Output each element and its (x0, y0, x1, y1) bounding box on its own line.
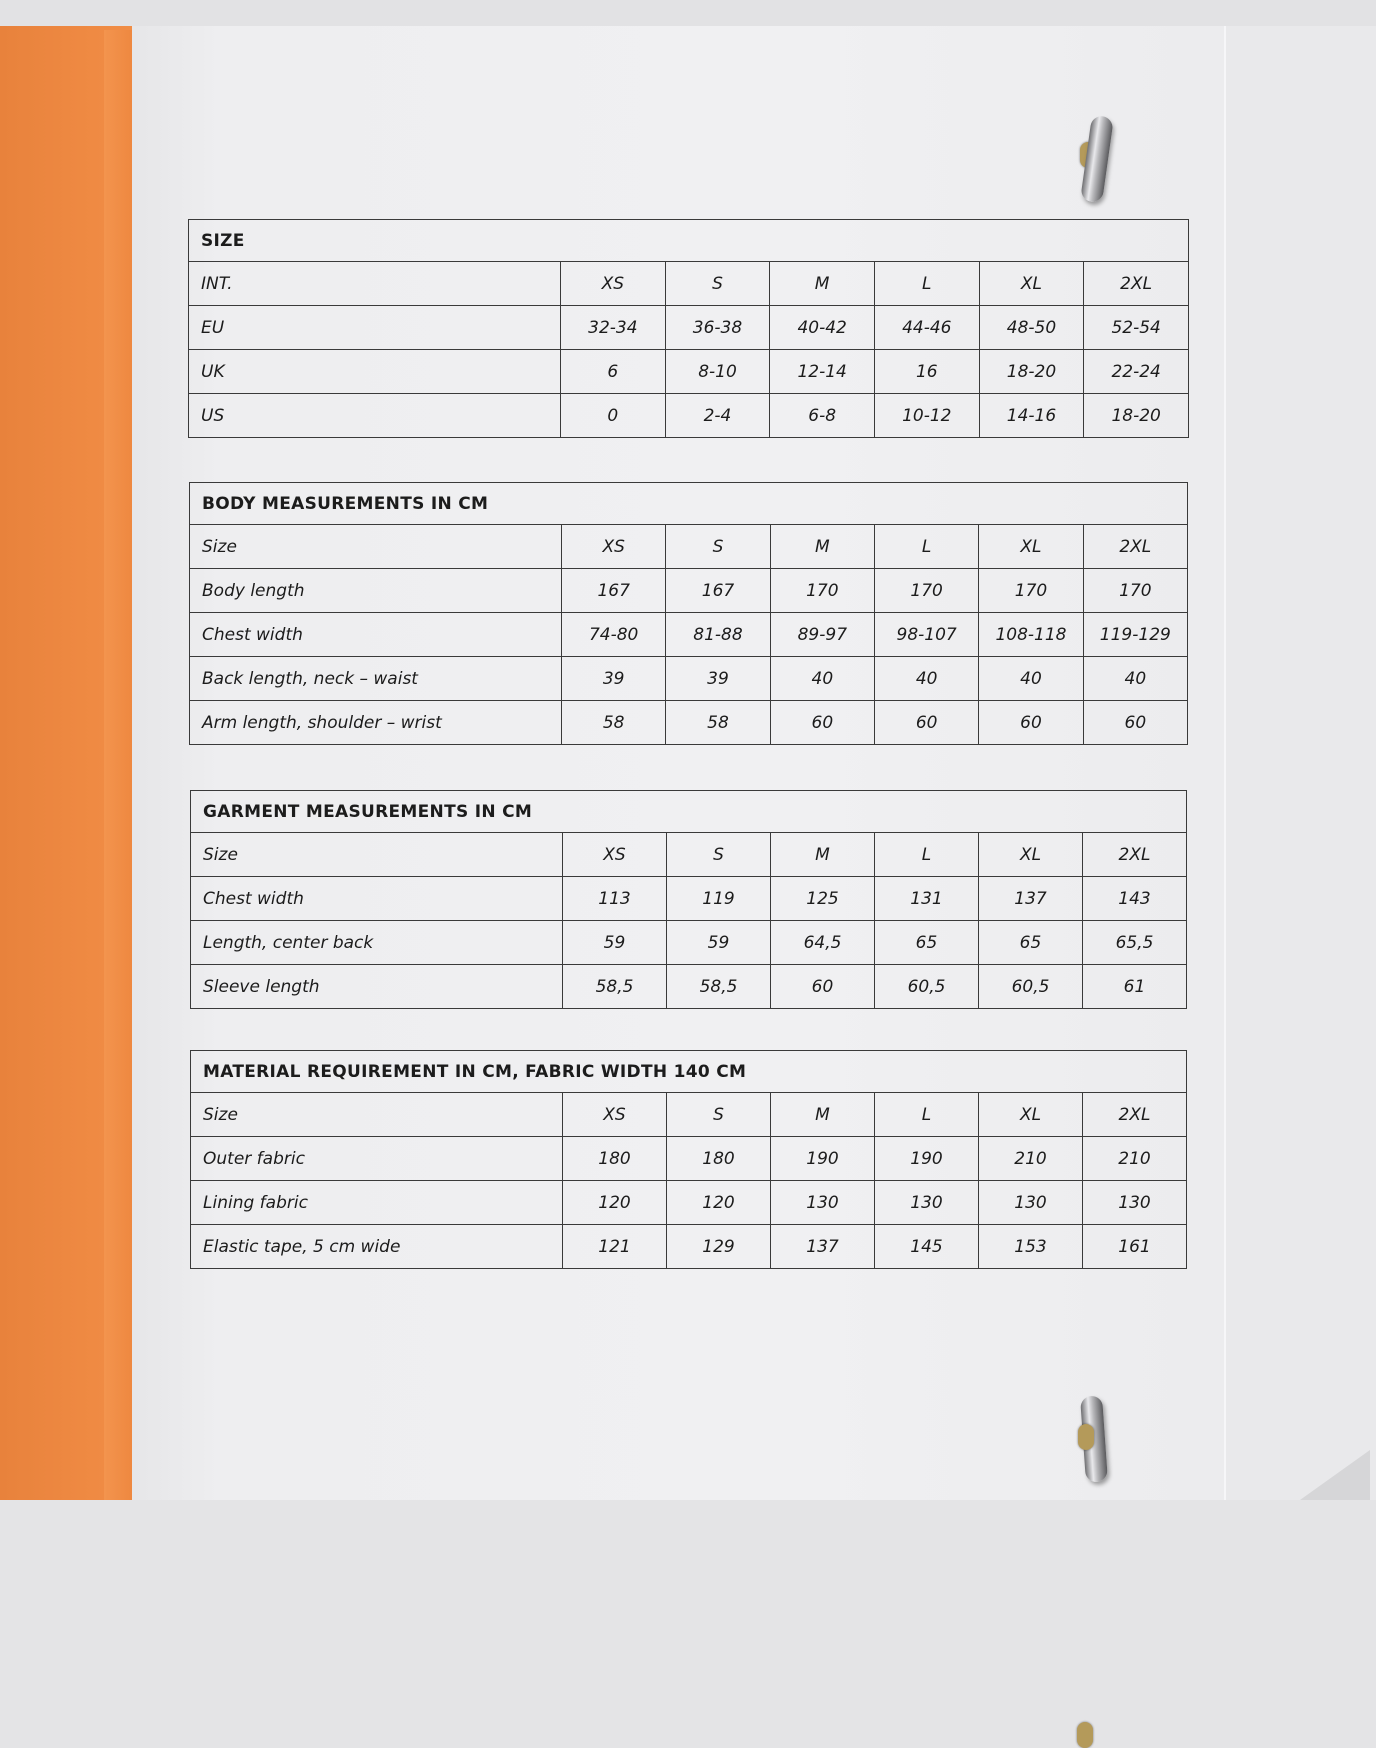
table-cell: 190 (875, 1137, 979, 1181)
table-title-row (191, 791, 1187, 833)
table-cell: 120 (667, 1181, 771, 1225)
table-cell: 167 (666, 569, 770, 613)
header-cell: L (875, 833, 979, 877)
table-title: MATERIAL REQUIREMENT IN CM, FABRIC WIDTH 140 CM (191, 1051, 1187, 1093)
table-cell: 60 (979, 701, 1083, 745)
binder-rivet-bottom (1077, 1722, 1093, 1748)
header-cell: 2XL (1083, 525, 1187, 569)
table-row (191, 921, 1187, 965)
page-corner-fold (1300, 1450, 1370, 1500)
table-cell: 167 (562, 569, 666, 613)
table-cell: 60 (1083, 701, 1187, 745)
header-cell: 2XL (1083, 833, 1187, 877)
table-cell: 81-88 (666, 613, 770, 657)
table-cell: 64,5 (771, 921, 875, 965)
table-cell: 58,5 (667, 965, 771, 1009)
table-cell: 2-4 (665, 394, 770, 438)
table-cell: 130 (979, 1181, 1083, 1225)
table-cell: 0 (561, 394, 666, 438)
table-cell: 121 (563, 1225, 667, 1269)
header-cell: XS (563, 833, 667, 877)
header-cell: XS (561, 262, 666, 306)
table-cell: 22-24 (1084, 350, 1189, 394)
header-cell: Size (191, 1093, 563, 1137)
table-cell: 40 (1083, 657, 1187, 701)
table-cell: 60 (770, 701, 874, 745)
table-cell: 130 (771, 1181, 875, 1225)
material-requirement-table (190, 1050, 1187, 1269)
header-cell: L (874, 262, 979, 306)
table-cell: 119 (667, 877, 771, 921)
table-cell: 113 (563, 877, 667, 921)
row-label: EU (189, 306, 561, 350)
header-cell: M (770, 262, 875, 306)
next-page-edge (1224, 26, 1376, 1500)
table-cell: 40 (770, 657, 874, 701)
table-row (190, 701, 1188, 745)
table-cell: 120 (563, 1181, 667, 1225)
table-cell: 130 (1083, 1181, 1187, 1225)
table-cell: 18-20 (1084, 394, 1189, 438)
table-cell: 89-97 (770, 613, 874, 657)
orange-folder-edge (104, 30, 132, 1500)
header-cell: S (667, 833, 771, 877)
row-label: Sleeve length (191, 965, 563, 1009)
table-cell: 52-54 (1084, 306, 1189, 350)
header-cell: XL (979, 262, 1084, 306)
table-cell: 98-107 (874, 613, 978, 657)
table-cell: 40-42 (770, 306, 875, 350)
table-cell: 8-10 (665, 350, 770, 394)
table-cell: 60 (874, 701, 978, 745)
header-cell: INT. (189, 262, 561, 306)
table-cell: 61 (1083, 965, 1187, 1009)
table-cell: 170 (874, 569, 978, 613)
table-cell: 58 (562, 701, 666, 745)
row-label: Outer fabric (191, 1137, 563, 1181)
row-label: Body length (190, 569, 562, 613)
table-cell: 60,5 (979, 965, 1083, 1009)
table-header-row (189, 262, 1189, 306)
table-cell: 65 (979, 921, 1083, 965)
header-cell: XL (979, 525, 1083, 569)
table-title-row (189, 220, 1189, 262)
table-cell: 60,5 (875, 965, 979, 1009)
header-cell: L (875, 1093, 979, 1137)
table-cell: 32-34 (561, 306, 666, 350)
body-measurements-table (189, 482, 1188, 745)
header-cell: S (665, 262, 770, 306)
background-strip (0, 0, 1376, 26)
table-cell: 16 (874, 350, 979, 394)
table-cell: 65 (875, 921, 979, 965)
table-cell: 60 (771, 965, 875, 1009)
table-cell: 137 (979, 877, 1083, 921)
row-label: UK (189, 350, 561, 394)
table-cell: 12-14 (770, 350, 875, 394)
table-cell: 14-16 (979, 394, 1084, 438)
size-table (188, 219, 1189, 438)
table-cell: 153 (979, 1225, 1083, 1269)
table-header-row (191, 833, 1187, 877)
table-row (190, 657, 1188, 701)
table-cell: 190 (771, 1137, 875, 1181)
table-cell: 129 (667, 1225, 771, 1269)
header-cell: Size (190, 525, 562, 569)
header-cell: M (771, 1093, 875, 1137)
header-cell: 2XL (1083, 1093, 1187, 1137)
table-title-row (191, 1051, 1187, 1093)
row-label: Arm length, shoulder – wrist (190, 701, 562, 745)
table-cell: 10-12 (874, 394, 979, 438)
header-cell: 2XL (1084, 262, 1189, 306)
table-cell: 65,5 (1083, 921, 1187, 965)
table-header-row (191, 1093, 1187, 1137)
table-cell: 40 (979, 657, 1083, 701)
table-cell: 39 (666, 657, 770, 701)
table-cell: 59 (563, 921, 667, 965)
garment-measurements-table (190, 790, 1187, 1009)
table-cell: 119-129 (1083, 613, 1187, 657)
table-header-row (190, 525, 1188, 569)
table-cell: 145 (875, 1225, 979, 1269)
table-cell: 170 (979, 569, 1083, 613)
table-title: BODY MEASUREMENTS IN CM (190, 483, 1188, 525)
row-label: Elastic tape, 5 cm wide (191, 1225, 563, 1269)
table-title: SIZE (189, 220, 1189, 262)
header-cell: L (874, 525, 978, 569)
row-label: Lining fabric (191, 1181, 563, 1225)
table-cell: 125 (771, 877, 875, 921)
table-row (189, 394, 1189, 438)
table-cell: 210 (979, 1137, 1083, 1181)
row-label: US (189, 394, 561, 438)
header-cell: XS (562, 525, 666, 569)
table-title-row (190, 483, 1188, 525)
header-cell: S (667, 1093, 771, 1137)
header-cell: M (770, 525, 874, 569)
header-cell: S (666, 525, 770, 569)
table-cell: 161 (1083, 1225, 1187, 1269)
table-cell: 58,5 (563, 965, 667, 1009)
header-cell: M (771, 833, 875, 877)
table-cell: 36-38 (665, 306, 770, 350)
table-row (191, 1225, 1187, 1269)
table-cell: 143 (1083, 877, 1187, 921)
table-cell: 130 (875, 1181, 979, 1225)
row-label: Back length, neck – waist (190, 657, 562, 701)
row-label: Chest width (191, 877, 563, 921)
table-row (191, 1137, 1187, 1181)
header-cell: XL (979, 833, 1083, 877)
table-cell: 18-20 (979, 350, 1084, 394)
table-cell: 108-118 (979, 613, 1083, 657)
table-row (191, 877, 1187, 921)
table-row (189, 306, 1189, 350)
header-cell: XS (563, 1093, 667, 1137)
binder-rivet-bottom-b (1078, 1424, 1094, 1450)
table-row (189, 350, 1189, 394)
table-cell: 131 (875, 877, 979, 921)
table-cell: 44-46 (874, 306, 979, 350)
table-cell: 210 (1083, 1137, 1187, 1181)
table-cell: 170 (770, 569, 874, 613)
table-cell: 74-80 (562, 613, 666, 657)
table-cell: 58 (666, 701, 770, 745)
table-cell: 6-8 (770, 394, 875, 438)
table-cell: 6 (561, 350, 666, 394)
table-cell: 59 (667, 921, 771, 965)
table-cell: 170 (1083, 569, 1187, 613)
table-title: GARMENT MEASUREMENTS IN CM (191, 791, 1187, 833)
table-row (190, 569, 1188, 613)
table-row (190, 613, 1188, 657)
header-cell: XL (979, 1093, 1083, 1137)
table-cell: 180 (563, 1137, 667, 1181)
header-cell: Size (191, 833, 563, 877)
table-row (191, 1181, 1187, 1225)
table-cell: 48-50 (979, 306, 1084, 350)
table-cell: 137 (771, 1225, 875, 1269)
table-cell: 40 (874, 657, 978, 701)
row-label: Length, center back (191, 921, 563, 965)
table-cell: 39 (562, 657, 666, 701)
row-label: Chest width (190, 613, 562, 657)
table-cell: 180 (667, 1137, 771, 1181)
table-row (191, 965, 1187, 1009)
